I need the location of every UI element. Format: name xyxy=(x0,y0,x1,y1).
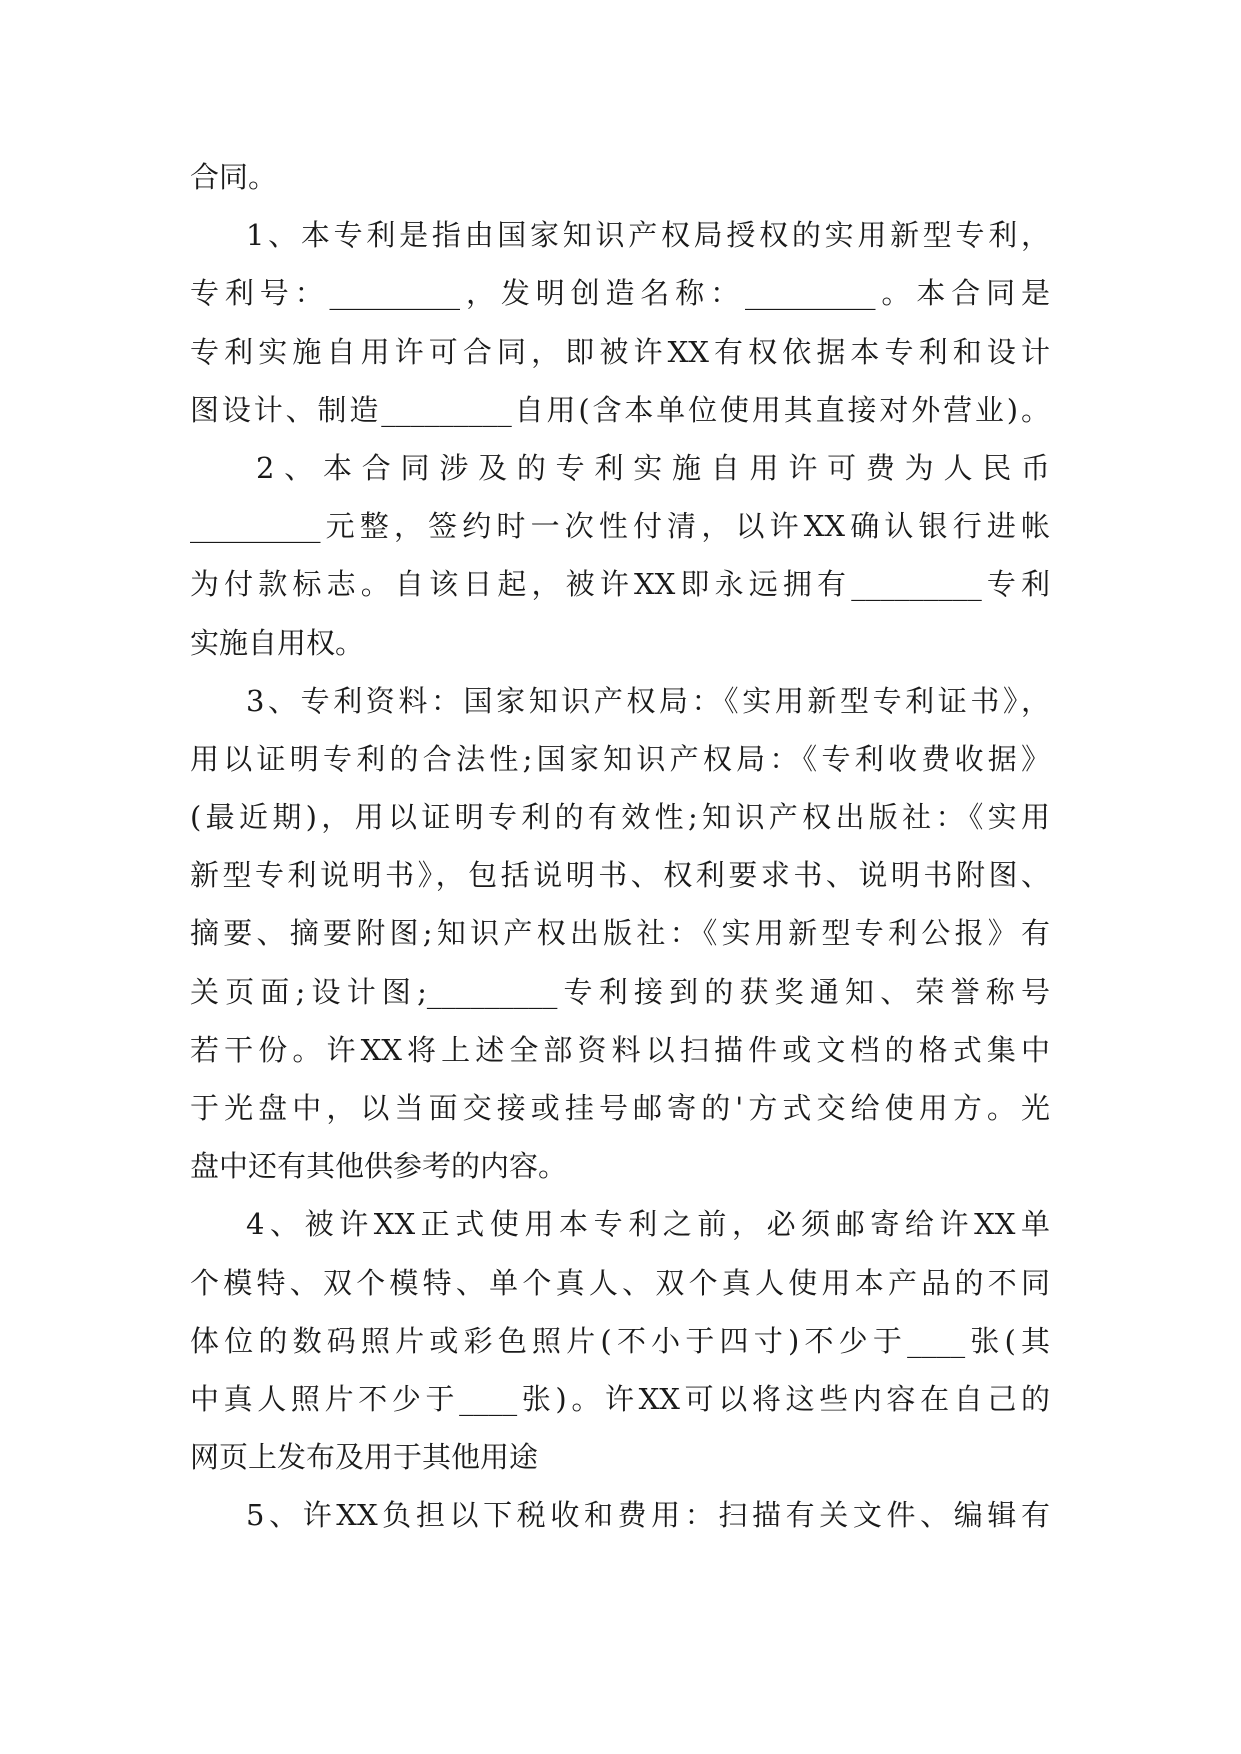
text-line: 网页上发布及用于其他用途 xyxy=(190,1440,539,1475)
document-body xyxy=(190,148,1050,1545)
text-line: 合同。 xyxy=(190,160,278,194)
text-line: 4、被许XX正式使用本专利之前，必须邮寄给许XX单 xyxy=(246,1207,1050,1242)
text-line: 图设计、制造_________自用(含本单位使用其直接对外营业)。 xyxy=(190,392,1050,427)
text-line: 3、专利资料：国家知识产权局：《实用新型专利证书》， xyxy=(246,683,1050,718)
text-line: (最近期)，用以证明专利的有效性;知识产权出版社：《实用 xyxy=(190,800,1050,835)
text-line: _________元整，签约时一次性付清，以许XX确认银行进帐 xyxy=(190,509,1050,544)
text-line: 体位的数码照片或彩色照片(不小于四寸)不少于____张(其 xyxy=(190,1323,1050,1358)
text-line: 盘中还有其他供参考的内容。 xyxy=(190,1149,568,1184)
text-line: 专利实施自用许可合同，即被许XX有权依据本专利和设计 xyxy=(190,334,1050,369)
text-line: 若干份。许XX将上述全部资料以扫描件或文档的格式集中 xyxy=(190,1032,1050,1067)
text-line: 中真人照片不少于____张)。许XX可以将这些内容在自己的 xyxy=(190,1381,1050,1416)
text-line: 摘要、摘要附图;知识产权出版社：《实用新型专利公报》有 xyxy=(190,916,1050,951)
text-line: 专利号：_________，发明创造名称：_________。本合同是 xyxy=(190,276,1050,311)
text-line: 关页面;设计图;_________专利接到的获奖通知、荣誉称号 xyxy=(190,974,1050,1009)
text-line: 个模特、双个模特、单个真人、双个真人使用本产品的不同 xyxy=(190,1265,1050,1300)
text-line: 为付款标志。自该日起，被许XX即永远拥有_________专利 xyxy=(190,567,1050,602)
text-line: 新型专利说明书》，包括说明书、权利要求书、说明书附图、 xyxy=(190,858,1050,893)
text-line: 实施自用权。 xyxy=(190,625,365,660)
text-line: 5、许XX负担以下税收和费用：扫描有关文件、编辑有 xyxy=(246,1498,1050,1533)
text-line: 于光盘中，以当面交接或挂号邮寄的'方式交给使用方。光 xyxy=(190,1091,1050,1125)
text-line: 1、本专利是指由国家知识产权局授权的实用新型专利， xyxy=(246,218,1050,253)
text-line: 2、本合同涉及的专利实施自用许可费为人民币 xyxy=(256,450,1050,485)
text-line: 用以证明专利的合法性;国家知识产权局：《专利收费收据》 xyxy=(190,741,1050,776)
